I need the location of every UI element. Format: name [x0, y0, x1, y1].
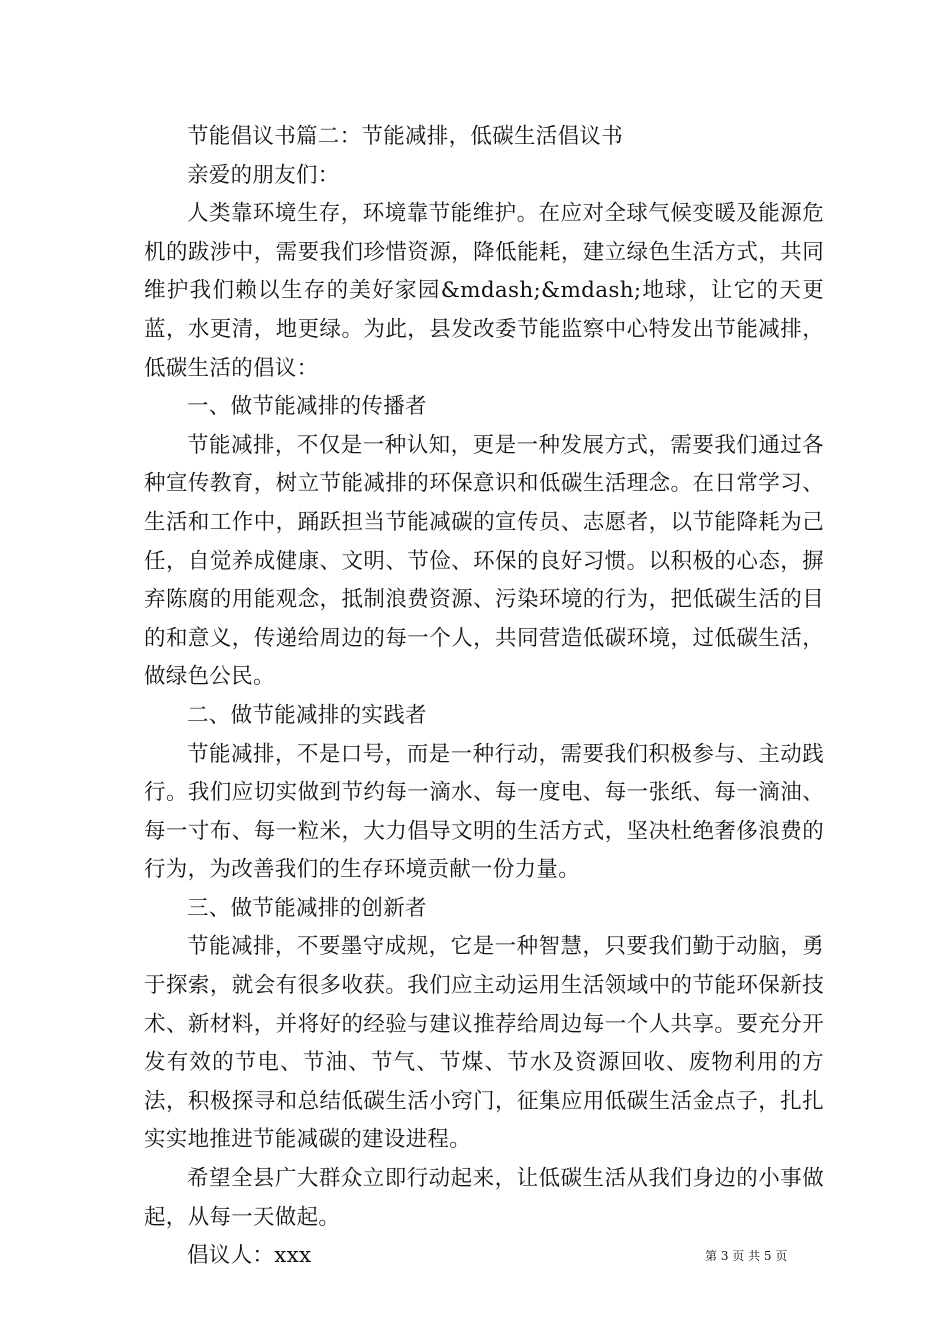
paragraph-two: 节能减排，不是口号，而是一种行动，需要我们积极参与、主动践行。我们应切实做到节约每一滴水、每一度电、每一张纸、每一滴油、每一寸布、每一粒米，大力倡导文明的生活方式，坚决杜绝奢侈浪费的行为，为改善我们的生存环境贡献一份力量。	[144, 741, 824, 883]
page-number: 第 3 页 共 5 页	[705, 1249, 788, 1263]
closing-paragraph: 希望全县广大群众立即行动起来，让低碳生活从我们身边的小事做起，从每一天做起。	[144, 1166, 824, 1230]
heading-one: 一、做节能减排的传播者	[187, 394, 427, 420]
heading-three: 三、做节能减排的创新者	[187, 895, 427, 921]
heading-two: 二、做节能减排的实践者	[187, 702, 427, 728]
paragraph-one: 节能减排，不仅是一种认知，更是一种发展方式，需要我们通过各种宣传教育，树立节能减排的环保意识和低碳生活理念。在日常学习、生活和工作中，踊跃担当节能减碳的宣传员、志愿者，以节能降耗为己任，自觉养成健康、文明、节俭、环保的良好习惯。以积极的心态，摒弃陈腐的用能观念，抵制浪费资源、污染环境的行为，把低碳生活的目的和意义，传递给周边的每一个人，共同营造低碳环境，过低碳生活，做绿色公民。	[144, 432, 824, 690]
section-title: 节能倡议书篇二：节能减排，低碳生活倡议书	[187, 124, 624, 149]
document-body	[144, 118, 824, 1276]
salutation: 亲爱的朋友们：	[187, 162, 340, 188]
signature-line: 倡议人：xxx	[187, 1243, 312, 1269]
paragraph-three: 节能减排，不要墨守成规，它是一种智慧，只要我们勤于动脑，勇于探索，就会有很多收获。我们应主动运用生活领域中的节能环保新技术、新材料，并将好的经验与建议推荐给周边每一个人共享。要充分开发有效的节电、节油、节气、节煤、节水及资源回收、废物利用的方法，积极探寻和总结低碳生活小窍门，征集应用低碳生活金点子，扎扎实实地推进节能减碳的建设进程。	[144, 934, 824, 1153]
intro-paragraph: 人类靠环境生存，环境靠节能维护。在应对全球气候变暖及能源危机的跋涉中，需要我们珍惜资源，降低能耗，建立绿色生活方式，共同维护我们赖以生存的美好家园&mdash;&mdash;地球，让它的天更蓝，水更清，地更绿。为此，县发改委节能监察中心特发出节能减排，低碳生活的倡议：	[144, 201, 824, 381]
